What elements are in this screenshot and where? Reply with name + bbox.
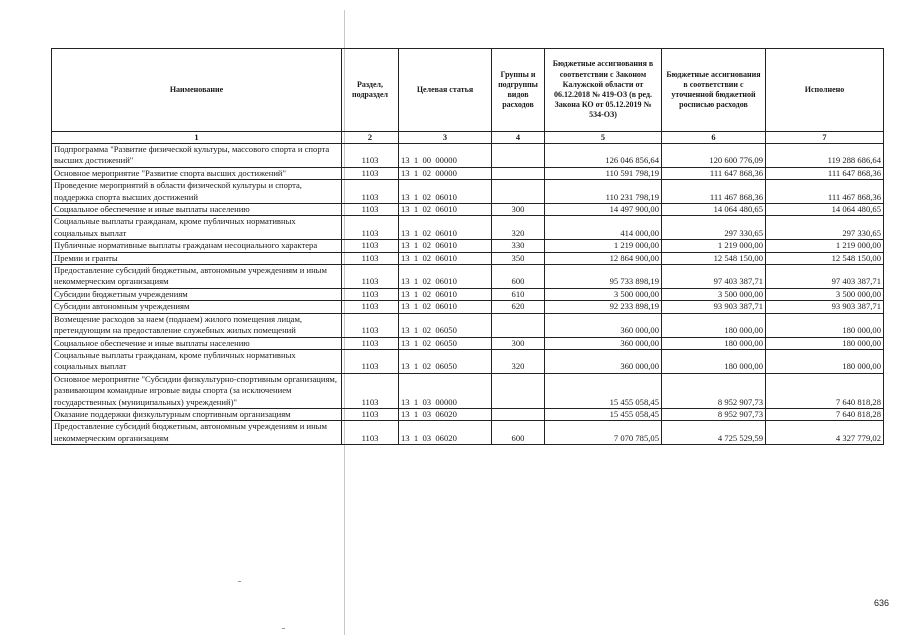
row-section-cell: 1103 (342, 204, 399, 216)
row-allocation-law-cell: 14 497 900,00 (545, 204, 662, 216)
page-number: 636 (874, 598, 890, 608)
row-executed-cell: 93 903 387,71 (766, 301, 884, 313)
column-number: 4 (492, 132, 545, 144)
row-target-cell: 13 1 02 06010 (399, 216, 492, 240)
row-allocation-law-cell: 92 233 898,19 (545, 301, 662, 313)
table-header-row (52, 49, 884, 132)
row-executed-cell: 14 064 480,65 (766, 204, 884, 216)
row-group-cell: 600 (492, 421, 545, 445)
table-row (52, 408, 884, 420)
row-section-cell: 1103 (342, 240, 399, 252)
row-executed-cell: 7 640 818,28 (766, 408, 884, 420)
row-group-cell (492, 373, 545, 408)
row-group-cell: 330 (492, 240, 545, 252)
row-group-cell: 320 (492, 349, 545, 373)
row-allocation-refined-cell: 12 548 150,00 (662, 252, 766, 264)
scan-speck (238, 581, 241, 582)
row-allocation-law-cell: 110 231 798,19 (545, 180, 662, 204)
row-section-cell: 1103 (342, 216, 399, 240)
table-row (52, 204, 884, 216)
row-target-cell: 13 1 02 06010 (399, 265, 492, 289)
row-allocation-refined-cell: 180 000,00 (662, 313, 766, 337)
row-name-cell: Проведение мероприятий в области физической культуры и спорта, поддержка спорта высших достижений (52, 180, 342, 204)
row-target-cell: 13 1 02 06010 (399, 240, 492, 252)
row-target-cell: 13 1 02 06010 (399, 288, 492, 300)
row-name-cell: Предоставление субсидий бюджетным, автономным учреждениям и иным некоммерческим организациям (52, 265, 342, 289)
row-group-cell: 600 (492, 265, 545, 289)
row-name-cell: Публичные нормативные выплаты гражданам несоциального характера (52, 240, 342, 252)
column-number: 1 (52, 132, 342, 144)
table-row (52, 252, 884, 264)
row-section-cell: 1103 (342, 265, 399, 289)
row-allocation-refined-cell: 93 903 387,71 (662, 301, 766, 313)
row-allocation-refined-cell: 111 647 868,36 (662, 167, 766, 179)
row-section-cell: 1103 (342, 421, 399, 445)
row-section-cell: 1103 (342, 337, 399, 349)
row-section-cell: 1103 (342, 288, 399, 300)
row-name-cell: Основное мероприятие "Субсидии физкультурно-спортивным организациям, развивающим командные игровые виды спорта (за исключением государственных (муниципальных) учреждений)" (52, 373, 342, 408)
header-allocation-law: Бюджетные ассигнования в соответствии с Законом Калужской области от 06.12.2018 № 419-ОЗ (в ред. Закона КО от 05.12.2019 № 534-ОЗ) (545, 49, 662, 132)
table-body (52, 132, 884, 445)
column-number-row (52, 132, 884, 144)
scan-speck (282, 628, 285, 629)
row-target-cell: 13 1 02 06010 (399, 180, 492, 204)
budget-execution-table (51, 48, 884, 445)
row-target-cell: 13 1 03 06020 (399, 408, 492, 420)
row-group-cell: 620 (492, 301, 545, 313)
header-name: Наименование (52, 49, 342, 132)
row-allocation-law-cell: 15 455 058,45 (545, 408, 662, 420)
row-name-cell: Премии и гранты (52, 252, 342, 264)
row-allocation-law-cell: 1 219 000,00 (545, 240, 662, 252)
row-section-cell: 1103 (342, 167, 399, 179)
row-executed-cell: 12 548 150,00 (766, 252, 884, 264)
row-allocation-refined-cell: 3 500 000,00 (662, 288, 766, 300)
row-allocation-refined-cell: 180 000,00 (662, 349, 766, 373)
row-allocation-law-cell: 15 455 058,45 (545, 373, 662, 408)
row-group-cell (492, 180, 545, 204)
row-executed-cell: 7 640 818,28 (766, 373, 884, 408)
row-section-cell: 1103 (342, 349, 399, 373)
row-target-cell: 13 1 02 06010 (399, 301, 492, 313)
row-target-cell: 13 1 03 00000 (399, 373, 492, 408)
row-section-cell: 1103 (342, 408, 399, 420)
row-group-cell (492, 408, 545, 420)
row-executed-cell: 3 500 000,00 (766, 288, 884, 300)
table-row (52, 301, 884, 313)
column-number: 7 (766, 132, 884, 144)
header-groups: Группы и подгруппы видов расходов (492, 49, 545, 132)
row-target-cell: 13 1 00 00000 (399, 144, 492, 168)
table-row (52, 349, 884, 373)
row-allocation-refined-cell: 4 725 529,59 (662, 421, 766, 445)
row-section-cell: 1103 (342, 144, 399, 168)
row-allocation-law-cell: 110 591 798,19 (545, 167, 662, 179)
row-allocation-refined-cell: 1 219 000,00 (662, 240, 766, 252)
row-allocation-law-cell: 126 046 856,64 (545, 144, 662, 168)
row-name-cell: Оказание поддержки физкультурным спортивным организациям (52, 408, 342, 420)
row-allocation-law-cell: 360 000,00 (545, 313, 662, 337)
row-allocation-refined-cell: 297 330,65 (662, 216, 766, 240)
row-allocation-refined-cell: 14 064 480,65 (662, 204, 766, 216)
row-group-cell (492, 167, 545, 179)
row-name-cell: Социальные выплаты гражданам, кроме публичных нормативных социальных выплат (52, 216, 342, 240)
row-name-cell: Предоставление субсидий бюджетным, автономным учреждениям и иным некоммерческим организациям (52, 421, 342, 445)
row-section-cell: 1103 (342, 252, 399, 264)
row-name-cell: Социальное обеспечение и иные выплаты населению (52, 204, 342, 216)
table-row (52, 337, 884, 349)
table-row (52, 421, 884, 445)
row-executed-cell: 119 288 686,64 (766, 144, 884, 168)
column-number: 3 (399, 132, 492, 144)
row-section-cell: 1103 (342, 373, 399, 408)
table-row (52, 288, 884, 300)
header-section: Раздел, подраздел (342, 49, 399, 132)
row-executed-cell: 180 000,00 (766, 349, 884, 373)
table-row (52, 240, 884, 252)
row-allocation-law-cell: 3 500 000,00 (545, 288, 662, 300)
row-allocation-refined-cell: 180 000,00 (662, 337, 766, 349)
row-allocation-refined-cell: 8 952 907,73 (662, 373, 766, 408)
row-name-cell: Субсидии автономным учреждениям (52, 301, 342, 313)
row-executed-cell: 297 330,65 (766, 216, 884, 240)
row-allocation-law-cell: 414 000,00 (545, 216, 662, 240)
row-allocation-law-cell: 95 733 898,19 (545, 265, 662, 289)
row-executed-cell: 97 403 387,71 (766, 265, 884, 289)
row-group-cell (492, 144, 545, 168)
row-allocation-law-cell: 7 070 785,05 (545, 421, 662, 445)
row-section-cell: 1103 (342, 180, 399, 204)
row-name-cell: Основное мероприятие "Развитие спорта высших достижений" (52, 167, 342, 179)
row-group-cell: 610 (492, 288, 545, 300)
header-allocation-refined: Бюджетные ассигнования в соответствии с уточненной бюджетной росписью расходов (662, 49, 766, 132)
table-row (52, 167, 884, 179)
row-target-cell: 13 1 02 00000 (399, 167, 492, 179)
column-number: 5 (545, 132, 662, 144)
row-allocation-refined-cell: 120 600 776,09 (662, 144, 766, 168)
table-row (52, 144, 884, 168)
row-target-cell: 13 1 02 06010 (399, 252, 492, 264)
row-section-cell: 1103 (342, 313, 399, 337)
row-group-cell: 300 (492, 204, 545, 216)
row-executed-cell: 111 467 868,36 (766, 180, 884, 204)
table-row (52, 180, 884, 204)
row-executed-cell: 180 000,00 (766, 313, 884, 337)
header-target: Целевая статья (399, 49, 492, 132)
row-target-cell: 13 1 02 06050 (399, 337, 492, 349)
row-name-cell: Социальное обеспечение и иные выплаты населению (52, 337, 342, 349)
row-allocation-law-cell: 360 000,00 (545, 337, 662, 349)
row-target-cell: 13 1 02 06050 (399, 349, 492, 373)
row-name-cell: Подпрограмма "Развитие физической культуры, массового спорта и спорта высших достижений" (52, 144, 342, 168)
table-row (52, 313, 884, 337)
row-group-cell (492, 313, 545, 337)
table-row (52, 265, 884, 289)
row-allocation-law-cell: 12 864 900,00 (545, 252, 662, 264)
column-number: 2 (342, 132, 399, 144)
row-group-cell: 350 (492, 252, 545, 264)
column-number: 6 (662, 132, 766, 144)
row-allocation-refined-cell: 97 403 387,71 (662, 265, 766, 289)
row-section-cell: 1103 (342, 301, 399, 313)
row-allocation-law-cell: 360 000,00 (545, 349, 662, 373)
row-executed-cell: 1 219 000,00 (766, 240, 884, 252)
row-name-cell: Возмещение расходов за наем (поднаем) жилого помещения лицам, претендующим на предоставление служебных жилых помещений (52, 313, 342, 337)
row-name-cell: Субсидии бюджетным учреждениям (52, 288, 342, 300)
row-executed-cell: 180 000,00 (766, 337, 884, 349)
table-row (52, 373, 884, 408)
row-group-cell: 300 (492, 337, 545, 349)
row-allocation-refined-cell: 111 467 868,36 (662, 180, 766, 204)
row-target-cell: 13 1 03 06020 (399, 421, 492, 445)
row-target-cell: 13 1 02 06050 (399, 313, 492, 337)
header-executed: Исполнено (766, 49, 884, 132)
row-executed-cell: 4 327 779,02 (766, 421, 884, 445)
row-name-cell: Социальные выплаты гражданам, кроме публичных нормативных социальных выплат (52, 349, 342, 373)
row-group-cell: 320 (492, 216, 545, 240)
row-target-cell: 13 1 02 06010 (399, 204, 492, 216)
row-executed-cell: 111 647 868,36 (766, 167, 884, 179)
row-allocation-refined-cell: 8 952 907,73 (662, 408, 766, 420)
table-row (52, 216, 884, 240)
